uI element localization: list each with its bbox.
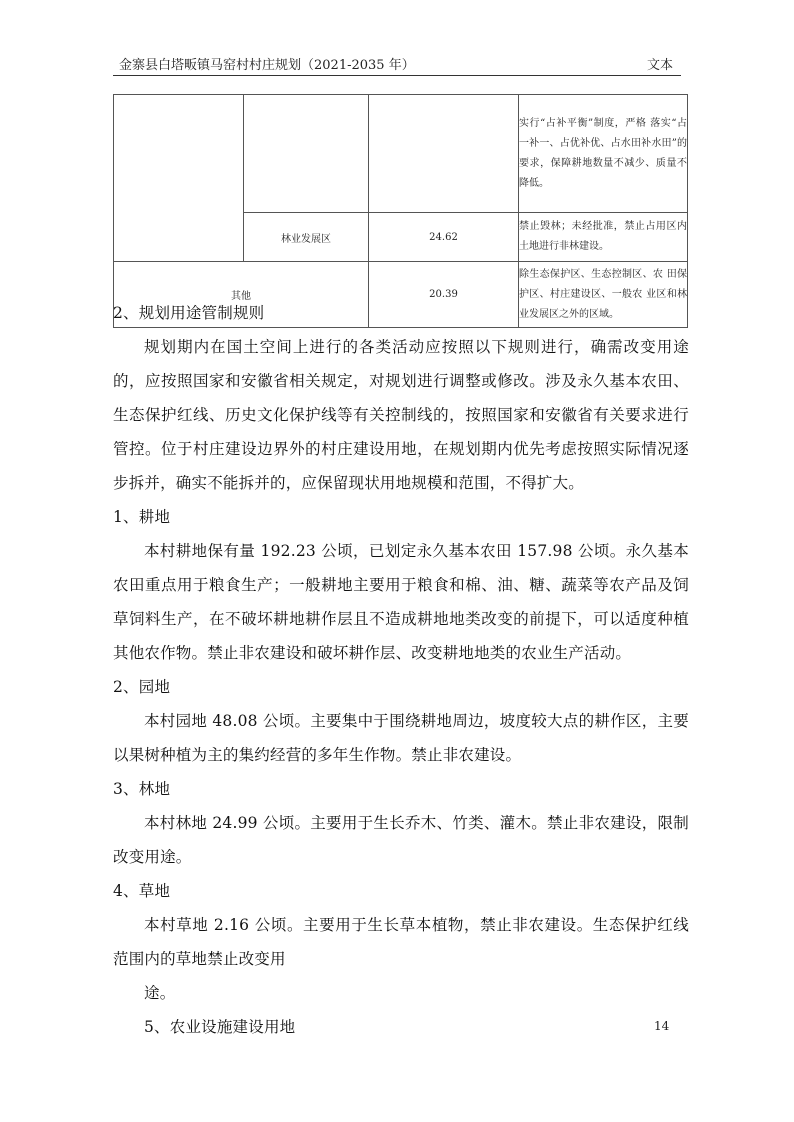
table-cell-area: 24.62 bbox=[369, 213, 519, 262]
section-heading: 2、规划用途管制规则 bbox=[113, 304, 265, 322]
table-cell-category bbox=[114, 95, 244, 262]
page-number: 14 bbox=[654, 1019, 670, 1033]
document-body bbox=[113, 296, 689, 1044]
body-paragraph: 本村草地 2.16 公顷。主要用于生长草本植物，禁止非农建设。生态保护红线范围内的草地禁止改变用 bbox=[113, 916, 689, 968]
page-header bbox=[113, 52, 681, 74]
body-paragraph-continuation: 途。 bbox=[144, 984, 176, 1002]
header-divider bbox=[113, 75, 681, 76]
table-cell-zone: 林业发展区 bbox=[244, 213, 369, 262]
table-row bbox=[114, 95, 688, 213]
body-paragraph: 规划期内在国土空间上进行的各类活动应按照以下规则进行，确需改变用途的，应按照国家和安徽省相关规定，对规划进行调整或修改。涉及永久基本农田、生态保护红线、历史文化保护线等有关控制线的，按照国家和安徽省有关要求进行管控。位于村庄建设边界外的村庄建设用地，在规划期内优先考虑按照实际情况逐步拆并，确实不能拆并的，应保留现状用地规模和范围，不得扩大。 bbox=[113, 338, 689, 492]
land-use-zone-table bbox=[113, 94, 688, 328]
section-heading: 5、农业设施建设用地 bbox=[144, 1018, 296, 1036]
table-cell-note: 实行“占补平衡”制度，严格 落实“占一补一、占优补优、占水田补水田”的要求，保障耕地数量不减少、质量不降低。 bbox=[519, 95, 688, 213]
table-cell-note: 除生态保护区、生态控制区、农 田保护区、村庄建设区、一般农 业区和林业发展区之外的区域。 bbox=[519, 262, 688, 328]
table-cell-zone: 其他 bbox=[114, 262, 369, 328]
body-paragraph: 本村林地 24.99 公顷。主要用于生长乔木、竹类、灌木。禁止非农建设，限制改变用途。 bbox=[113, 814, 689, 866]
section-heading: 3、林地 bbox=[113, 780, 171, 798]
body-paragraph: 本村园地 48.08 公顷。主要集中于围绕耕地周边，坡度较大点的耕作区，主要以果树种植为主的集约经营的多年生作物。禁止非农建设。 bbox=[113, 712, 689, 764]
section-heading: 2、园地 bbox=[113, 678, 171, 696]
section-heading: 4、草地 bbox=[113, 882, 171, 900]
table-cell-zone bbox=[244, 95, 369, 213]
table-cell-note: 禁止毁林；未经批准，禁止占用区内土地进行非林建设。 bbox=[519, 213, 688, 262]
section-heading: 1、耕地 bbox=[113, 508, 171, 526]
document-type-label: 文本 bbox=[646, 58, 673, 73]
body-paragraph: 本村耕地保有量 192.23 公顷，已划定永久基本农田 157.98 公顷。永久基本农田重点用于粮食生产；一般耕地主要用于粮食和棉、油、糖、蔬菜等农产品及饲草饲料生产，在不破坏耕地耕作层且不造成耕地地类改变的前提下，可以适度种植其他农作物。禁止非农建设和破坏耕作层、改变耕地地类的农业生产活动。 bbox=[113, 542, 689, 662]
document-title: 金寨县白塔畈镇马窑村村庄规划（2021-2035 年） bbox=[119, 58, 415, 73]
table-cell-area bbox=[369, 95, 519, 213]
table-cell-area: 20.39 bbox=[369, 262, 519, 328]
